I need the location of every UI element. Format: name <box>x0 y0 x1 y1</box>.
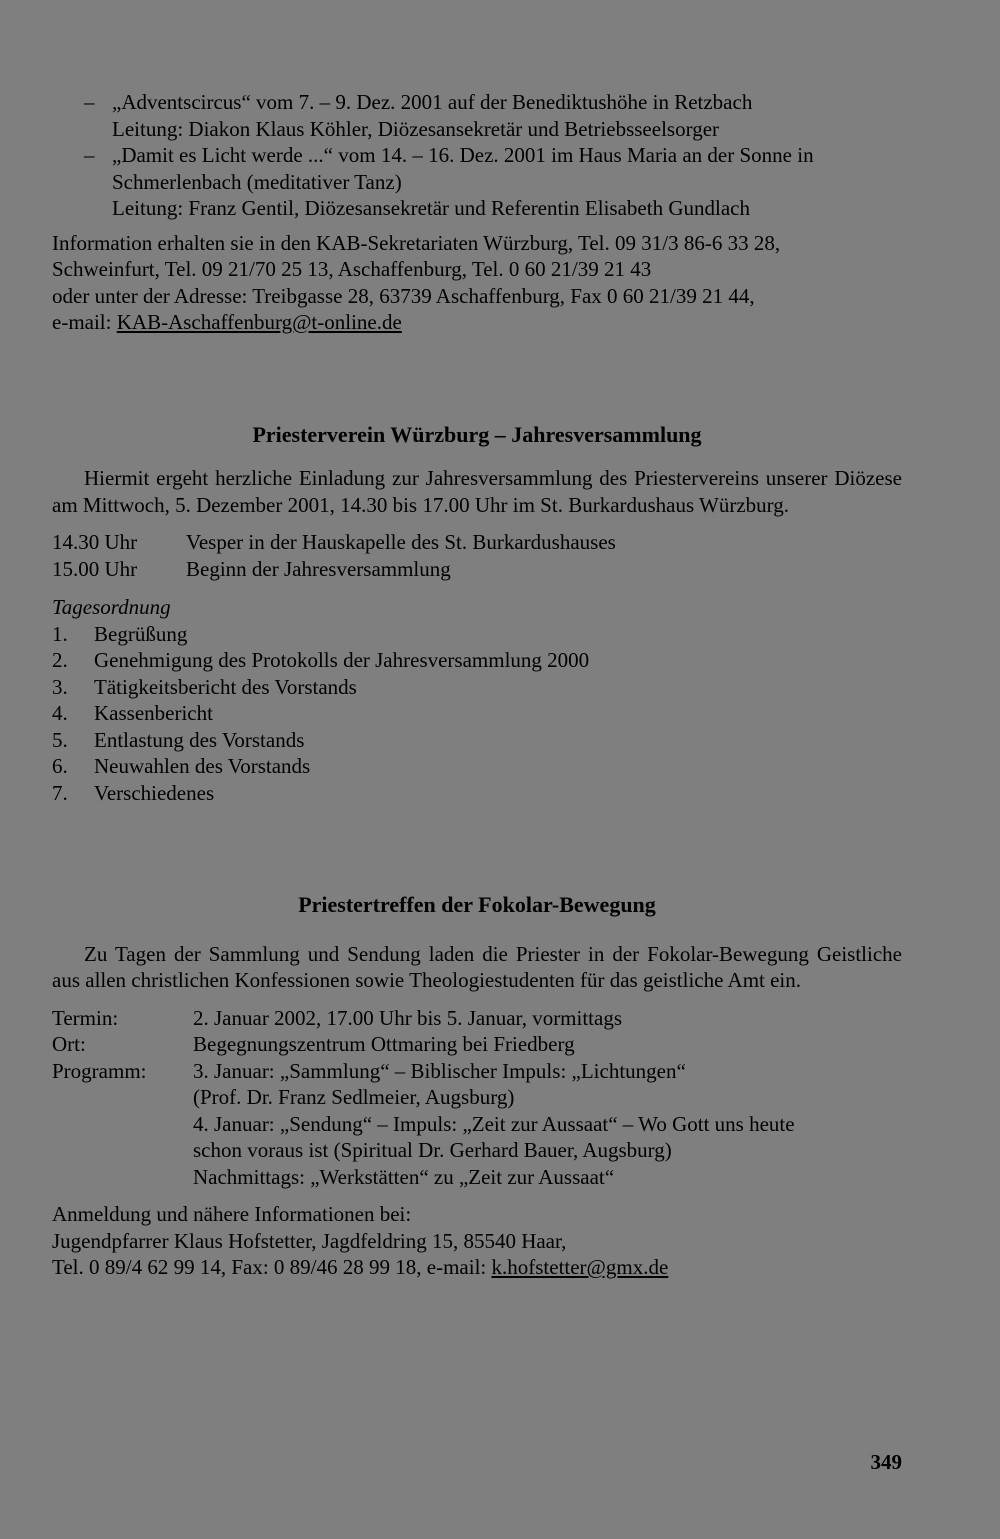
detail-label: Programm: <box>52 1058 147 1083</box>
agenda-item <box>52 700 902 727</box>
schedule-text: Vesper in der Hauskapelle des St. Burkardushauses <box>186 530 616 554</box>
agenda-text: Begrüßung <box>94 621 188 646</box>
agenda-text: Neuwahlen des Vorstands <box>94 754 311 778</box>
priesterverein-intro: Hiermit ergeht herzliche Einladung zur Jahresversammlung des Priestervereins unserer Diözese am Mittwoch, 5. Dezember 2001, 14.30 bis 17.00 Uhr im St. Burkardushaus Würzburg. <box>52 466 902 517</box>
contact-block <box>52 1201 902 1281</box>
schedule-time: 15.00 Uhr <box>52 556 138 581</box>
event-leader: Leitung: Franz Gentil, Diözesansekretär und Referentin Elisabeth Gundlach <box>112 196 750 220</box>
event-leader: Leitung: Diakon Klaus Köhler, Diözesansekretär und Betriebsseelsorger <box>112 116 720 141</box>
info-line: Information erhalten sie in den KAB-Sekretariaten Würzburg, Tel. 09 31/3 86-6 33 28, <box>52 230 781 255</box>
agenda-item <box>52 621 902 648</box>
agenda-item <box>52 647 902 674</box>
schedule-time: 14.30 Uhr <box>52 530 138 554</box>
fokolar-email-link[interactable]: k.hofstetter@gmx.de <box>491 1255 669 1279</box>
detail-value: schon voraus ist (Spiritual Dr. Gerhard Bauer, Augsburg) <box>193 1138 672 1162</box>
agenda-number: 1. <box>52 621 68 646</box>
agenda-item <box>52 674 902 701</box>
contact-tel-line <box>52 1254 902 1281</box>
kab-event-list <box>52 89 902 222</box>
info-line: Schweinfurt, Tel. 09 21/70 25 13, Aschaffenburg, Tel. 0 60 21/39 21 43 <box>52 257 652 281</box>
event-details <box>52 1005 902 1191</box>
agenda-text: Verschiedenes <box>94 780 215 805</box>
agenda-item <box>52 727 902 754</box>
section-heading-priesterverein: Priesterverein Würzburg – Jahresversammlung <box>252 421 702 447</box>
event-title: „Adventscircus“ vom 7. – 9. Dez. 2001 auf der Benediktushöhe in Retzbach <box>112 90 753 114</box>
detail-row-ort <box>52 1031 902 1058</box>
event-title-continued: Schmerlenbach (meditativer Tanz) <box>112 169 402 194</box>
agenda-number: 6. <box>52 754 68 778</box>
agenda-number: 7. <box>52 780 68 805</box>
schedule <box>52 529 902 582</box>
page-number: 349 <box>870 1450 902 1474</box>
agenda-item <box>52 753 902 780</box>
contact-line: Jugendpfarrer Klaus Hofstetter, Jagdfeldring 15, 85540 Haar, <box>52 1228 567 1253</box>
list-dash: – <box>84 143 95 167</box>
detail-value: 4. Januar: „Sendung“ – Impuls: „Zeit zur Aussaat“ – Wo Gott uns heute <box>193 1111 795 1136</box>
agenda-text: Kassenbericht <box>94 701 213 725</box>
list-item <box>52 142 902 222</box>
kab-email-link[interactable]: KAB-Aschaffenburg@t-online.de <box>116 310 402 334</box>
schedule-text: Beginn der Jahresversammlung <box>186 556 451 581</box>
detail-value: Nachmittags: „Werkstätten“ zu „Zeit zur Aussaat“ <box>193 1164 615 1189</box>
agenda-text: Entlastung des Vorstands <box>94 727 305 752</box>
kab-info <box>52 230 902 336</box>
schedule-row <box>52 556 902 583</box>
contact-line: Anmeldung und nähere Informationen bei: <box>52 1202 412 1226</box>
agenda-number: 3. <box>52 674 68 699</box>
detail-value: Begegnungszentrum Ottmaring bei Friedberg <box>193 1032 575 1056</box>
detail-row-programm <box>52 1058 902 1191</box>
agenda-text: Genehmigung des Protokolls der Jahresversammlung 2000 <box>94 648 590 672</box>
detail-row-termin <box>52 1005 902 1032</box>
event-title: „Damit es Licht werde ...“ vom 14. – 16. Dez. 2001 im Haus Maria an der Sonne in <box>112 143 814 167</box>
email-label: e-mail: <box>52 310 117 334</box>
agenda-list <box>52 621 902 807</box>
agenda-item <box>52 780 902 807</box>
page-content <box>52 89 902 1281</box>
agenda-number: 4. <box>52 701 68 725</box>
agenda-title: Tagesordnung <box>52 595 171 619</box>
fokolar-intro: Zu Tagen der Sammlung und Sendung laden die Priester in der Fokolar-Bewegung Geistliche aus allen christlichen Konfessionen sowie Theologiestudenten für das geistliche Amt ein. <box>52 941 902 992</box>
detail-label: Ort: <box>52 1032 86 1056</box>
list-dash: – <box>84 90 95 114</box>
info-email-line <box>52 309 902 336</box>
agenda-number: 2. <box>52 648 68 672</box>
detail-label: Termin: <box>52 1005 119 1030</box>
section-heading-fokolar: Priestertreffen der Fokolar-Bewegung <box>298 892 656 917</box>
contact-tel: Tel. 0 89/4 62 99 14, Fax: 0 89/46 28 99 18, e-mail: <box>52 1255 492 1279</box>
agenda-number: 5. <box>52 727 68 752</box>
detail-value: 3. Januar: „Sammlung“ – Biblischer Impuls: „Lichtungen“ <box>193 1058 686 1083</box>
detail-value: (Prof. Dr. Franz Sedlmeier, Augsburg) <box>193 1085 515 1109</box>
schedule-row <box>52 529 902 556</box>
list-item <box>52 89 902 142</box>
agenda-text: Tätigkeitsbericht des Vorstands <box>94 674 357 699</box>
detail-value: 2. Januar 2002, 17.00 Uhr bis 5. Januar, vormittags <box>193 1005 623 1030</box>
info-line: oder unter der Adresse: Treibgasse 28, 63739 Aschaffenburg, Fax 0 60 21/39 21 44, <box>52 283 755 308</box>
